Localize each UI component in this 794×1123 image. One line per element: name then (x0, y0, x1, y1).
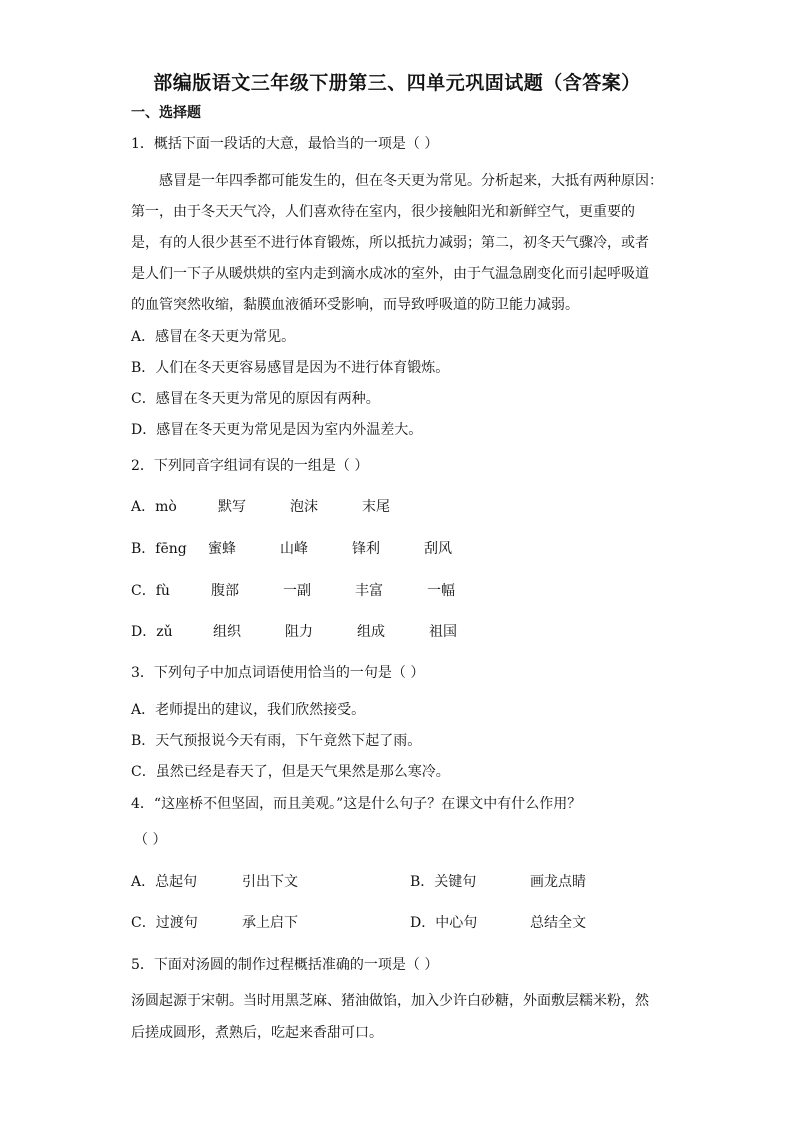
question-2-word: 丰富 (355, 583, 383, 599)
question-5-passage-line: 后搓成圆形，煮熟后，吃起来香甜可口。 (131, 1025, 383, 1041)
question-1-passage-line: 感冒是一年四季都可能发生的，但在冬天更为常见。分析起来，大抵有两种原因： (159, 173, 663, 189)
question-4-option-a: A．总起句 (131, 874, 198, 890)
question-3-option-c: C．虽然已经是春天了，但是天气果然是那么寒冷。 (131, 764, 450, 780)
question-1-passage-line: 第一，由于冬天天气冷，人们喜欢待在室内，很少接触阳光和新鲜空气，更重要的 (131, 204, 635, 220)
question-2-word: 山峰 (280, 541, 308, 557)
question-1-option-b: B．人们在冬天更容易感冒是因为不进行体育锻炼。 (131, 360, 450, 376)
question-2-option-d-label: D．zǔ (131, 624, 173, 640)
question-1-option-d: D．感冒在冬天更为常见是因为室内外温差大。 (131, 422, 423, 438)
question-1-passage-line: 是，有的人很少甚至不进行体育锻炼，所以抵抗力减弱；第二，初冬天气骤冷，或者 (131, 235, 649, 251)
question-2-word: 组成 (357, 624, 385, 640)
question-4-option-d-desc: 总结全文 (530, 915, 586, 931)
question-2-word: 腹部 (211, 583, 239, 599)
question-2-option-c-label: C．fù (131, 583, 170, 599)
answer-parentheses: （ ） (134, 832, 167, 848)
question-2-word: 组织 (213, 624, 241, 640)
question-5-passage-line: 汤圆起源于宋朝。当时用黑芝麻、猪油做馅，加入少许白砂糖，外面敷层糯米粉，然 (131, 993, 649, 1009)
question-3-option-b: B．天气预报说今天有雨，下午竟然下起了雨。 (131, 733, 422, 749)
question-2-word: 一副 (283, 583, 311, 599)
page-title: 部编版语文三年级下册第三、四单元巩固试题（含答案） (153, 72, 641, 94)
question-1-option-c: C．感冒在冬天更为常见的原因有两种。 (131, 391, 380, 407)
question-5-stem: 5．下面对汤圆的制作过程概括准确的一项是（ ） (131, 957, 439, 973)
question-1-passage-line: 的血管突然收缩，黏膜血液循环受影响，而导致呼吸道的防卫能力减弱。 (131, 297, 579, 313)
question-2-stem: 2．下列同音字组词有误的一组是（ ） (131, 458, 369, 474)
question-1-passage-line: 是人们一下子从暖烘烘的室内走到滴水成冰的室外，由于气温急剧变化而引起呼吸道 (131, 266, 649, 282)
question-4-option-b-desc: 画龙点睛 (530, 874, 586, 890)
question-1-stem: 1．概括下面一段话的大意，最恰当的一项是（ ） (131, 136, 439, 152)
question-2-word: 末尾 (362, 499, 390, 515)
question-4-option-c: C．过渡句 (131, 915, 198, 931)
question-2-word: 刮风 (424, 541, 452, 557)
question-2-option-b-label: B．fēng (131, 541, 187, 557)
question-4-option-c-desc: 承上启下 (242, 915, 298, 931)
question-2-word: 祖国 (429, 624, 457, 640)
question-2-word: 锋利 (352, 541, 380, 557)
question-4-option-a-desc: 引出下文 (242, 874, 298, 890)
question-2-word: 蜜蜂 (208, 541, 236, 557)
question-1-option-a: A．感冒在冬天更为常见。 (131, 329, 296, 345)
question-2-option-a-label: A．mò (131, 499, 177, 515)
question-2-word: 默写 (218, 499, 246, 515)
question-2-word: 一幅 (427, 583, 455, 599)
question-3-option-a: A．老师提出的建议，我们欣然接受。 (131, 702, 366, 718)
question-2-word: 泡沫 (290, 499, 318, 515)
question-4-stem: 4．“这座桥不但坚固，而且美观。”这是什么句子？在课文中有什么作用？ (131, 796, 582, 812)
question-4-option-b: B．关键句 (410, 874, 477, 890)
section-heading: 一、选择题 (131, 105, 201, 121)
question-4-option-d: D．中心句 (410, 915, 478, 931)
question-3-stem: 3．下列句子中加点词语使用恰当的一句是（ ） (131, 665, 425, 681)
question-2-word: 阻力 (285, 624, 313, 640)
